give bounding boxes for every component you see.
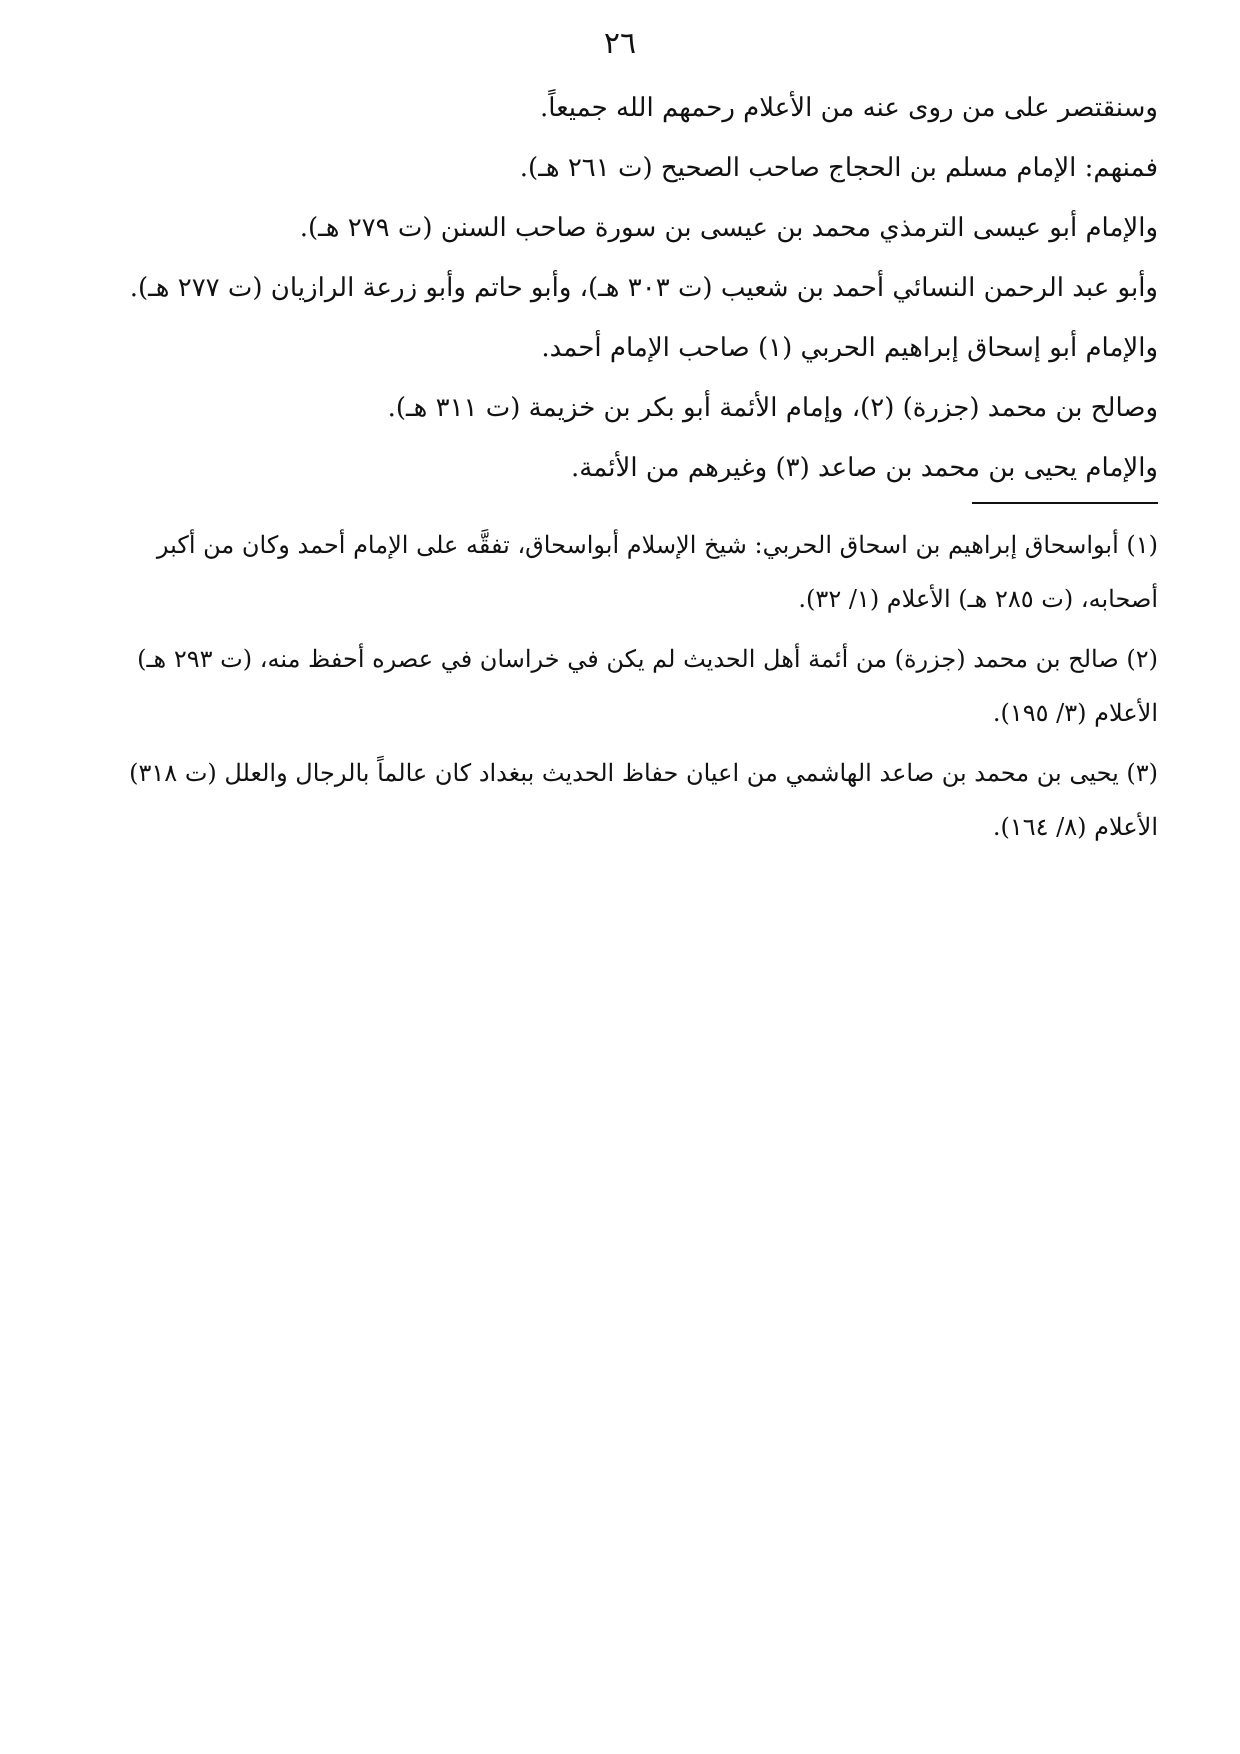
- main-text: [82, 78, 1158, 498]
- text-line: فمنهم: الإمام مسلم بن الحجاج صاحب الصحيح (ت ٢٦١ هـ).: [519, 153, 1158, 183]
- text-line: وصالح بن محمد (جزرة) (٢)، وإمام الأئمة أبو بكر بن خزيمة (ت ٣١١ هـ).: [387, 393, 1158, 423]
- text-line: وأبو عبد الرحمن النسائي أحمد بن شعيب (ت ٣٠٣ هـ)، وأبو حاتم وأبو زرعة الرازيان (ت ٢٧٧ هـ).: [129, 273, 1158, 303]
- text-line: وسنقتصر على من روى عنه من الأعلام رحمهم الله جميعاً.: [540, 93, 1158, 123]
- footnote-1: (١) أبواسحاق إبراهيم بن اسحاق الحربي: شيخ الإسلام أبواسحاق، تفقَّه على الإمام أحمد وكان من أكبر أصحابه، (ت ٢٨٥ هـ) الأعلام (١/ ٣٢).: [156, 531, 1158, 613]
- footnote-divider: [972, 502, 1158, 504]
- text-line: والإمام أبو عيسى الترمذي محمد بن عيسى بن سورة صاحب السنن (ت ٢٧٩ هـ).: [299, 213, 1158, 243]
- text-line: والإمام يحيى بن محمد بن صاعد (٣) وغيرهم من الأئمة.: [571, 453, 1158, 483]
- footnotes: [82, 518, 1158, 860]
- footnote-3: (٣) يحيى بن محمد بن صاعد الهاشمي من اعيان حفاظ الحديث ببغداد كان عالماً بالرجال والعلل (ت ٣١٨) الأعلام (٨/ ١٦٤).: [129, 759, 1158, 841]
- footnote-2: (٢) صالح بن محمد (جزرة) من أئمة أهل الحديث لم يكن في خراسان في عصره أحفظ منه، (ت ٢٩٣ هـ) الأعلام (٣/ ١٩٥).: [137, 645, 1158, 727]
- page-number: ٢٦: [603, 26, 637, 61]
- text-line: والإمام أبو إسحاق إبراهيم الحربي (١) صاحب الإمام أحمد.: [541, 333, 1158, 363]
